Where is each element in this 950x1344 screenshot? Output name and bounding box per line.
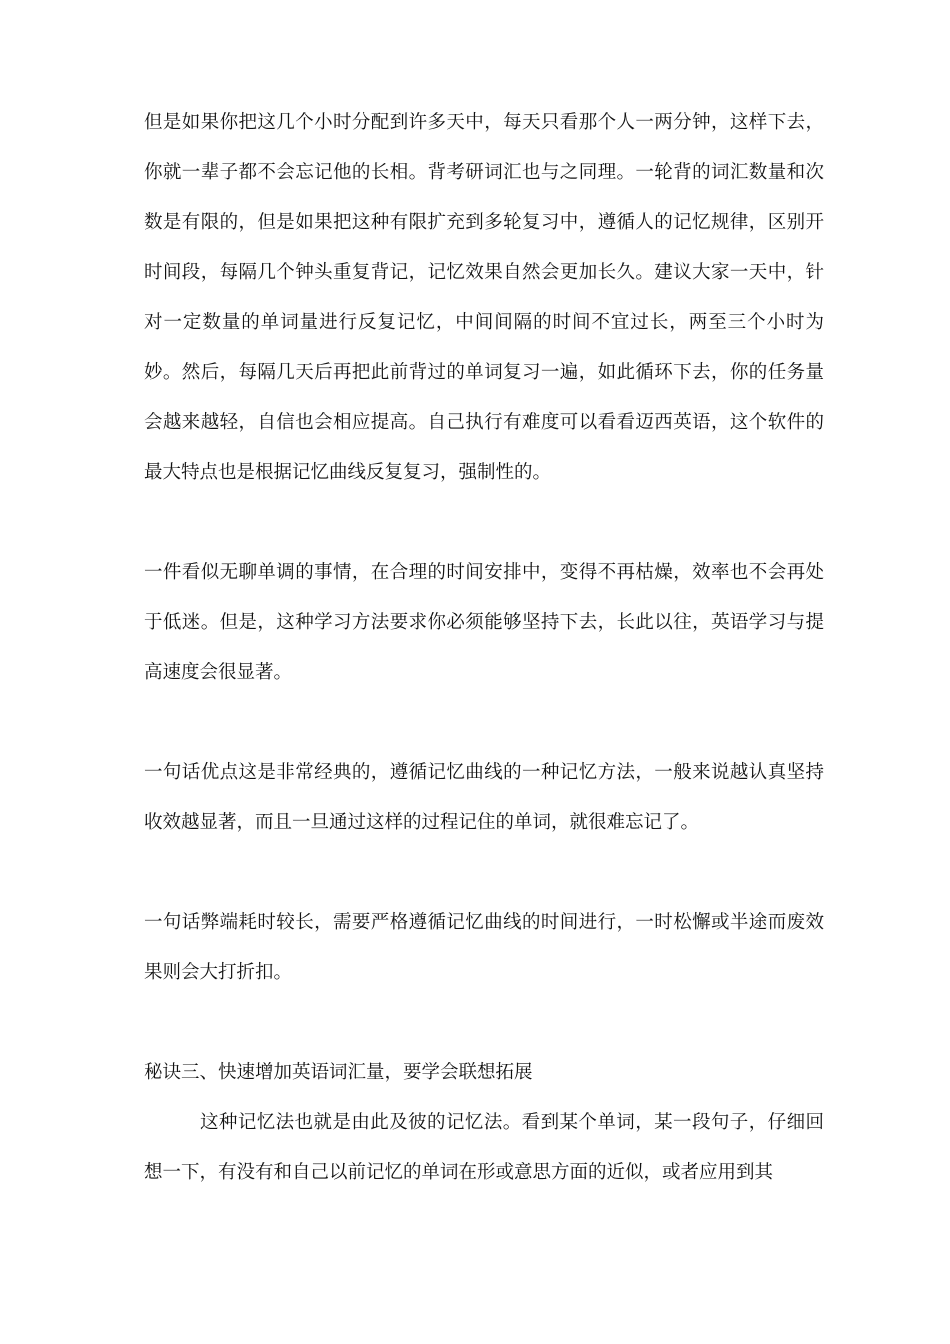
paragraph-disadvantage: 一句话弊端耗时较长，需要严格遵循记忆曲线的时间进行，一时松懈或半途而废效果则会大打折扣。 <box>144 912 824 983</box>
paragraph-advantage: 一句话优点这是非常经典的，遵循记忆曲线的一种记忆方法，一般来说越认真坚持收效越显著，而且一旦通过这样的过程记住的单词，就很难忘记了。 <box>144 762 824 833</box>
document-body <box>144 98 824 1198</box>
section-heading: 秘诀三、快速增加英语词汇量，要学会联想拓展 <box>144 1062 533 1083</box>
paragraph-association-method: 这种记忆法也就是由此及彼的记忆法。看到某个单词，某一段句子，仔细回想一下，有没有和自己以前记忆的单词在形或意思方面的近似，或者应用到其 <box>144 1112 824 1183</box>
paragraph-scheduling-benefit: 一件看似无聊单调的事情，在合理的时间安排中，变得不再枯燥，效率也不会再处于低迷。但是，这种学习方法要求你必须能够坚持下去，长此以往，英语学习与提高速度会很显著。 <box>144 562 824 683</box>
paragraph-spaced-repetition: 但是如果你把这几个小时分配到许多天中，每天只看那个人一两分钟，这样下去，你就一辈子都不会忘记他的长相。背考研词汇也与之同理。一轮背的词汇数量和次数是有限的，但是如果把这种有限扩充到多轮复习中，遵循人的记忆规律，区别开时间段，每隔几个钟头重复背记，记忆效果自然会更加长久。建议大家一天中，针对一定数量的单词量进行反复记忆，中间间隔的时间不宜过长，两至三个小时为妙。然后，每隔几天后再把此前背过的单词复习一遍，如此循环下去，你的任务量会越来越轻，自信也会相应提高。自己执行有难度可以看看迈西英语，这个软件的最大特点也是根据记忆曲线反复复习，强制性的。 <box>144 112 824 483</box>
